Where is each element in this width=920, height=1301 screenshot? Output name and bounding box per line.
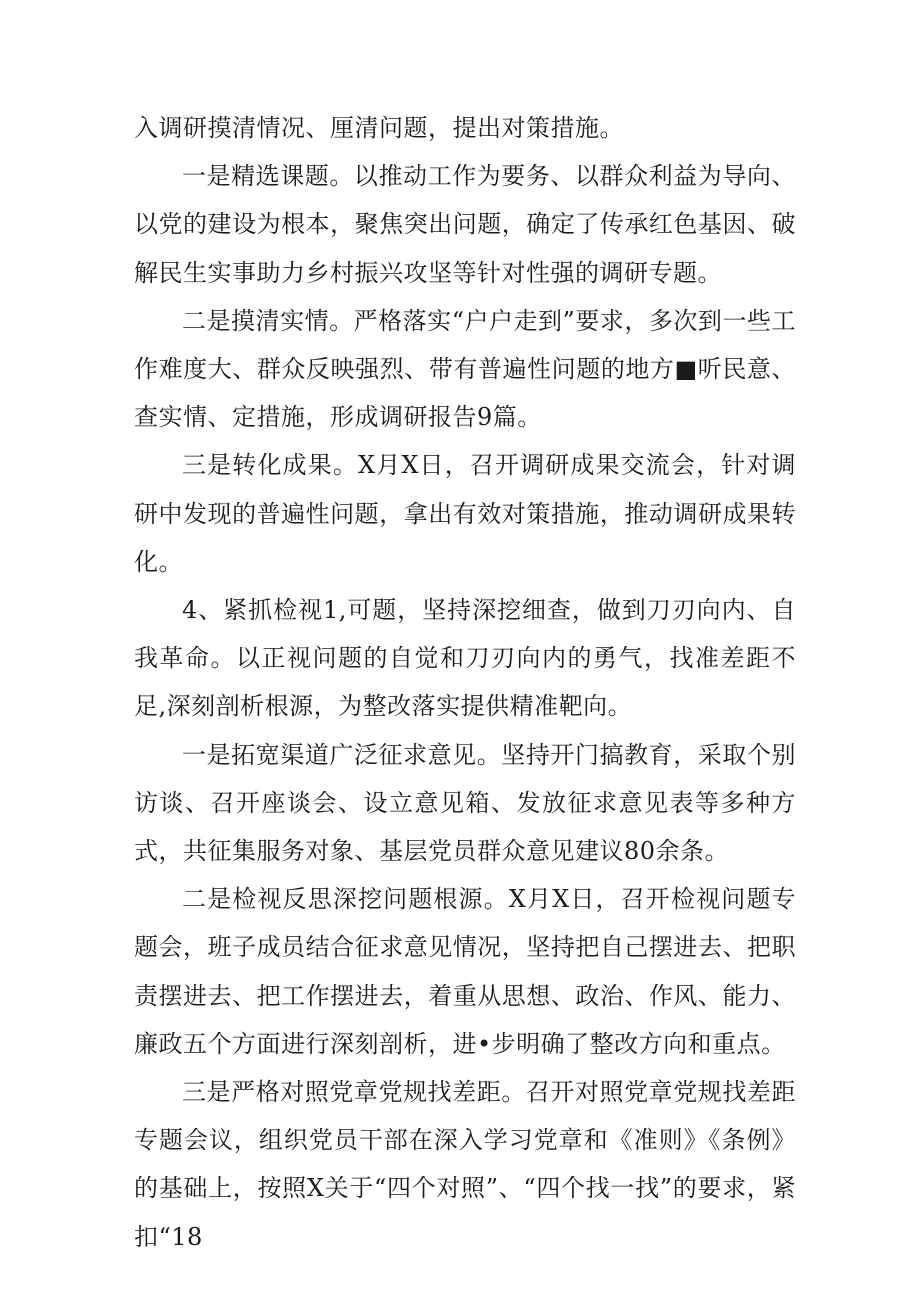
paragraph-solicit-opinions: 一是拓宽渠道广泛征求意见。坚持开门搞教育，采取个别访谈、召开座谈会、设立意见箱、发放征求意见表等多种方式，共征集服务对象、基层党员群众意见建议80余条。	[134, 740, 796, 866]
paragraph-review-reflect: 二是检视反思深挖问题根源。X月X日，召开检视问题专题会，班子成员结合征求意见情况，坚持把自己摆进去、把职责摆进去、把工作摆进去，着重从思想、政治、作风、能力、廉政五个方面进行深刻剖析，进•步明确了整改方向和重点。	[134, 885, 796, 1058]
paragraph-continuation: 入调研摸清情况、厘清问题，提出对策措施。	[134, 114, 624, 142]
paragraph-section-4-heading: 4、紧抓检视1,可题，坚持深挖细查，做到刀刃向内、自我革命。以正视问题的自觉和刀刃向内的勇气，找准差距不足,深刻剖析根源，为整改落实提供精准靶向。	[134, 596, 796, 721]
paragraph-transform-results: 三是转化成果。X月X日，召开调研成果交流会，针对调研中发现的普遍性问题，拿出有效对策措施，推动调研成果转化。	[134, 451, 796, 576]
paragraph-investigate-facts: 二是摸清实情。严格落实“户户走到”要求，多次到一些工作难度大、群众反映强烈、带有普遍性问题的地方■听民意、查实情、定措施，形成调研报告9篇。	[134, 306, 796, 432]
document-body	[134, 104, 796, 1261]
paragraph-party-constitution: 三是严格对照党章党规找差距。召开对照党章党规找差距专题会议，组织党员干部在深入学习党章和《准则》《条例》的基础上，按照X关于“四个对照”、“四个找一找”的要求，紧扣“18	[134, 1078, 796, 1251]
paragraph-select-topics: 一是精选课题。以推动工作为要务、以群众利益为导向、以党的建设为根本，聚焦突出问题，确定了传承红色基因、破解民生实事助力乡村振兴攻坚等针对性强的调研专题。	[134, 162, 796, 287]
